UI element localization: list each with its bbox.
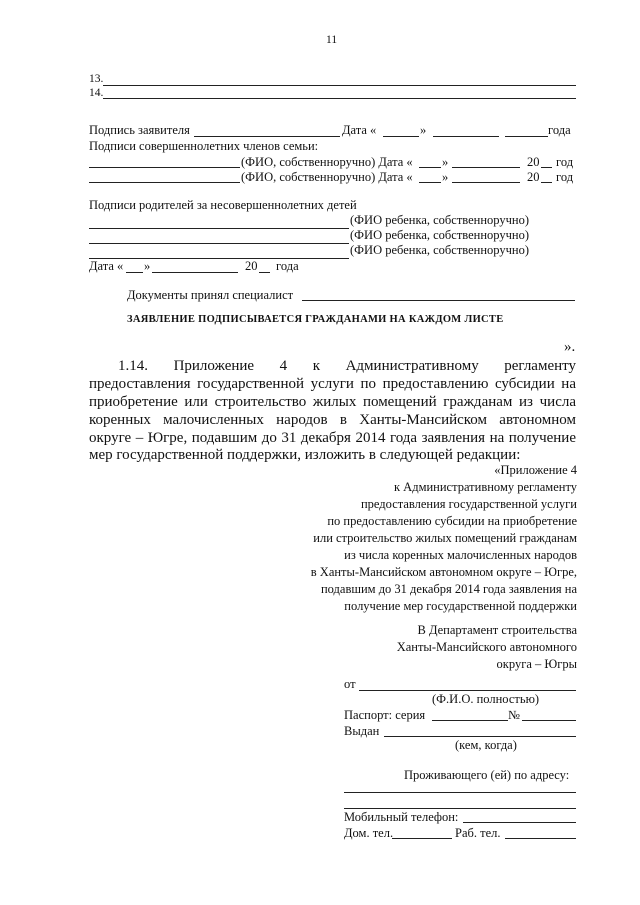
line-14-label: 14. bbox=[89, 87, 104, 99]
addressee-line-3: округа – Югры bbox=[496, 657, 577, 671]
passport-number-label: № bbox=[508, 708, 520, 722]
parents-date-yr-field[interactable] bbox=[259, 272, 270, 273]
adult-member-1-yr-field[interactable] bbox=[541, 167, 552, 168]
applicant-date-day[interactable] bbox=[383, 136, 419, 137]
adult-member-2-yr: 20 bbox=[527, 170, 540, 184]
applicant-date-close: » bbox=[420, 123, 427, 137]
adult-member-1-yr: 20 bbox=[527, 155, 540, 169]
specialist-signature-field[interactable] bbox=[302, 300, 575, 301]
parent-row-1-signature[interactable] bbox=[89, 228, 349, 229]
appendix-header-line-2: к Административному регламенту bbox=[393, 480, 577, 494]
adult-member-1-month[interactable] bbox=[452, 167, 520, 168]
parent-row-3-note: (ФИО ребенка, собственноручно) bbox=[350, 243, 530, 257]
adult-member-1-day[interactable] bbox=[419, 167, 441, 168]
parents-date-label: Дата « bbox=[89, 259, 124, 273]
applicant-signature-field[interactable] bbox=[194, 136, 340, 137]
applicant-date-month[interactable] bbox=[433, 136, 499, 137]
work-phone-field[interactable] bbox=[505, 838, 576, 839]
appendix-header-line-5: или строительство жилых помещений гражданам bbox=[313, 531, 577, 545]
adult-member-2-month[interactable] bbox=[452, 182, 520, 183]
clause-line-5: округе – Югре, подавшим до 31 декабря 2014 года заявления на получение bbox=[89, 430, 576, 446]
parent-row-2-signature[interactable] bbox=[89, 243, 349, 244]
adult-member-1-close: » bbox=[442, 155, 449, 169]
work-phone-label: Раб. тел. bbox=[455, 826, 501, 840]
adult-member-2-note: (ФИО, собственноручно) Дата « bbox=[241, 170, 413, 184]
issued-hint: (кем, когда) bbox=[455, 738, 517, 752]
fio-hint: (Ф.И.О. полностью) bbox=[432, 692, 540, 706]
adult-members-title: Подписи совершеннолетних членов семьи: bbox=[89, 139, 319, 153]
applicant-date-year[interactable] bbox=[505, 136, 548, 137]
passport-series-label: Паспорт: серия bbox=[344, 708, 426, 722]
mobile-phone-field[interactable] bbox=[463, 822, 576, 823]
appendix-header-line-6: из числа коренных малочисленных народов bbox=[344, 548, 577, 562]
adult-member-2-day[interactable] bbox=[419, 182, 441, 183]
addressee-line-2: Ханты-Мансийского автономного bbox=[396, 640, 577, 654]
clause-line-3: приобретение или строительство жилых помещений гражданам из числа bbox=[89, 394, 576, 410]
page-number: 11 bbox=[326, 34, 338, 46]
parents-date-yr: 20 bbox=[245, 259, 258, 273]
applicant-date-label: Дата « bbox=[342, 123, 377, 137]
mobile-phone-label: Мобильный телефон: bbox=[344, 810, 459, 824]
clause-line-1: 1.14. Приложение 4 к Административному регламенту bbox=[118, 358, 576, 374]
appendix-header-line-4: по предоставлению субсидии на приобретение bbox=[327, 514, 577, 528]
clause-line-2: предоставления государственной услуги по предоставлению субсидии на bbox=[89, 376, 576, 392]
clause-line-6: мер государственной поддержки, изложить в следующей редакции: bbox=[89, 447, 521, 463]
applicant-year-word: года bbox=[548, 123, 571, 137]
adult-member-2-close: » bbox=[442, 170, 449, 184]
address-field-2[interactable] bbox=[344, 808, 576, 809]
parent-row-2-note: (ФИО ребенка, собственноручно) bbox=[350, 228, 530, 242]
address-label: Проживающего (ей) по адресу: bbox=[404, 768, 570, 782]
home-phone-field[interactable] bbox=[392, 838, 452, 839]
issued-label: Выдан bbox=[344, 724, 380, 738]
adult-member-2-god: год bbox=[556, 170, 574, 184]
applicant-signature-label: Подпись заявителя bbox=[89, 123, 190, 137]
parents-date-close: » bbox=[144, 259, 151, 273]
parents-date-god: года bbox=[276, 259, 299, 273]
adult-member-1-god: год bbox=[556, 155, 574, 169]
issued-field[interactable] bbox=[384, 736, 576, 737]
adult-member-2-yr-field[interactable] bbox=[541, 182, 552, 183]
appendix-header-line-7: в Ханты-Мансийском автономном округе – Югре, bbox=[310, 565, 577, 579]
sign-notice: ЗАЯВЛЕНИЕ ПОДПИСЫВАЕТСЯ ГРАЖДАНАМИ НА КАЖДОМ ЛИСТЕ bbox=[127, 314, 504, 325]
addressee-line-1: В Департамент строительства bbox=[417, 623, 577, 637]
line-13-label: 13. bbox=[89, 73, 104, 85]
line-14-rule bbox=[103, 98, 576, 99]
appendix-header-line-3: предоставления государственной услуги bbox=[360, 497, 577, 511]
passport-number-field[interactable] bbox=[522, 720, 576, 721]
appendix-header-line-9: получение мер государственной поддержки bbox=[344, 599, 577, 613]
address-field-1[interactable] bbox=[344, 792, 576, 793]
adult-member-1-signature[interactable] bbox=[89, 167, 240, 168]
parent-row-3-signature[interactable] bbox=[89, 258, 349, 259]
parents-date-month[interactable] bbox=[152, 272, 238, 273]
from-fio-field[interactable] bbox=[359, 690, 576, 691]
appendix-header-line-1: «Приложение 4 bbox=[494, 463, 577, 477]
parents-date-day[interactable] bbox=[126, 272, 143, 273]
from-label: от bbox=[344, 677, 356, 691]
parent-row-1-note: (ФИО ребенка, собственноручно) bbox=[350, 213, 530, 227]
appendix-header-line-8: подавшим до 31 декабря 2014 года заявления на bbox=[320, 582, 577, 596]
closing-quote: ». bbox=[564, 339, 576, 355]
adult-member-1-note: (ФИО, собственноручно) Дата « bbox=[241, 155, 413, 169]
home-phone-label: Дом. тел. bbox=[344, 826, 394, 840]
passport-series-field[interactable] bbox=[432, 720, 508, 721]
adult-member-2-signature[interactable] bbox=[89, 182, 240, 183]
specialist-label: Документы принял специалист bbox=[127, 288, 294, 302]
parents-title: Подписи родителей за несовершеннолетних детей bbox=[89, 198, 357, 212]
clause-line-4: коренных малочисленных народов в Ханты-Мансийском автономном bbox=[89, 412, 576, 428]
line-13-rule bbox=[103, 85, 576, 86]
